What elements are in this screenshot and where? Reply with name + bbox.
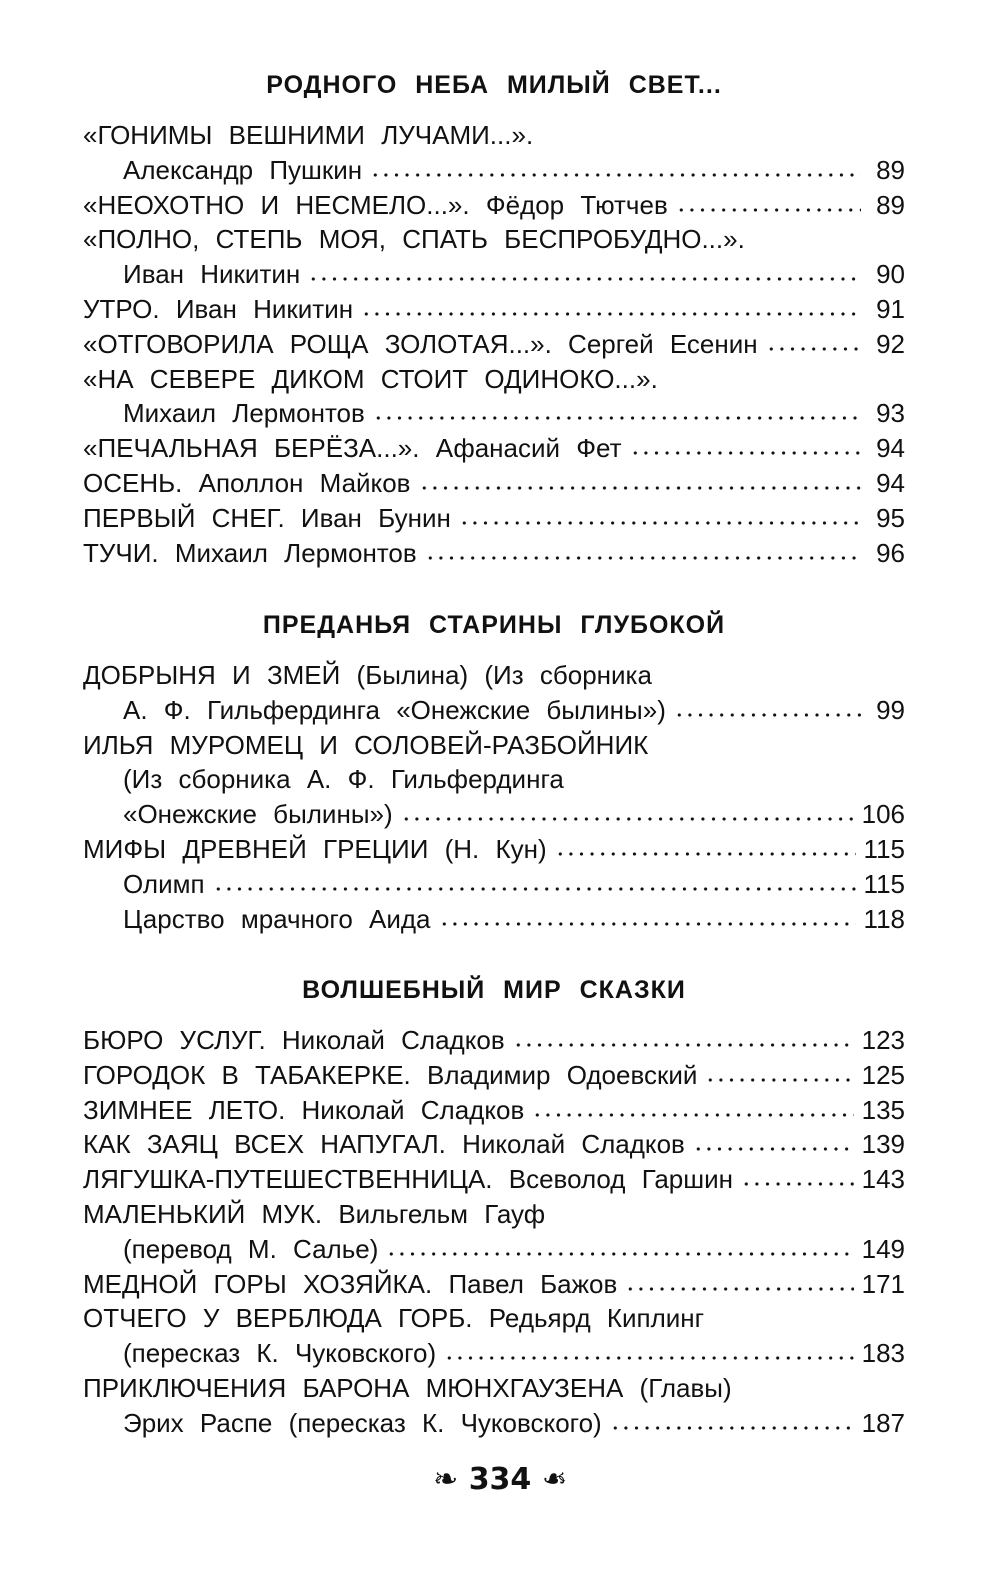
entry-page-number: 139 xyxy=(861,1129,905,1160)
entry-title: ГОРОДОК В ТАБАКЕРКЕ. Владимир Одоевский xyxy=(83,1059,698,1090)
entry-title: ЗИМНЕЕ ЛЕТО. Николай Сладков xyxy=(83,1094,525,1125)
section-1 xyxy=(83,68,905,570)
dot-leader xyxy=(625,1285,853,1293)
entry-title: ОТЧЕГО У ВЕРБЛЮДА ГОРБ. Редьярд Киплинг xyxy=(83,1303,705,1334)
entry-title: МЕДНОЙ ГОРЫ ХОЗЯЙКА. Павел Бажов xyxy=(83,1268,618,1299)
entry-page-number: 93 xyxy=(876,398,905,429)
toc-entry xyxy=(83,153,905,188)
toc-entry xyxy=(83,536,905,571)
toc-entry xyxy=(83,431,905,466)
toc-entry xyxy=(83,257,905,292)
entry-title: ПРИКЛЮЧЕНИЯ БАРОНА МЮНХГАУЗЕНА (Главы) xyxy=(83,1372,732,1403)
toc-entry-line xyxy=(83,222,905,257)
toc-entry-line xyxy=(83,118,905,153)
entry-title: Александр Пушкин xyxy=(123,154,363,185)
entry-title: «ГОНИМЫ ВЕШНИМИ ЛУЧАМИ...». xyxy=(83,120,534,150)
dot-leader xyxy=(555,850,856,858)
toc-entry-line xyxy=(83,658,905,693)
dot-leader xyxy=(705,1076,853,1084)
dot-leader xyxy=(425,554,861,562)
dot-leader xyxy=(532,1111,853,1119)
toc-entry xyxy=(83,1406,905,1441)
dot-leader xyxy=(308,275,861,283)
entry-page-number: 92 xyxy=(876,328,905,359)
entry-title: МАЛЕНЬКИЙ МУК. Вильгельм Гауф xyxy=(83,1198,546,1229)
toc-entry xyxy=(83,1162,905,1197)
toc-entry xyxy=(83,1023,905,1058)
toc-entry xyxy=(83,832,905,867)
toc-entry-line xyxy=(83,1197,905,1232)
toc-entry-line xyxy=(83,762,905,797)
entry-title: Царство мрачного Аида xyxy=(123,903,431,934)
toc-entry xyxy=(83,693,905,728)
entry-page-number: 123 xyxy=(861,1025,905,1055)
entry-page-number: 149 xyxy=(861,1233,905,1264)
toc-entry-line xyxy=(83,1371,905,1406)
section-title: РОДНОГО НЕБА МИЛЫЙ СВЕТ... xyxy=(266,71,722,99)
entry-page-number: 96 xyxy=(876,537,905,568)
section-title: ВОЛШЕБНЫЙ МИР СКАЗКИ xyxy=(302,976,686,1004)
section-2 xyxy=(83,608,905,936)
entry-title: «НА СЕВЕРЕ ДИКОМ СТОИТ ОДИНОКО...». xyxy=(83,363,658,394)
entry-title: А. Ф. Гильфердинга «Онежские былины») xyxy=(123,694,666,725)
dot-leader xyxy=(373,414,861,422)
dot-leader xyxy=(766,345,861,353)
entry-page-number: 94 xyxy=(876,433,905,464)
toc-entry xyxy=(83,867,905,902)
dot-leader xyxy=(444,1354,854,1362)
entry-page-number: 135 xyxy=(861,1094,905,1125)
dot-leader xyxy=(419,484,862,492)
dot-leader xyxy=(459,519,861,527)
entry-title: «ПОЛНО, СТЕПЬ МОЯ, СПАТЬ БЕСПРОБУДНО...». xyxy=(83,224,745,255)
dot-leader xyxy=(439,920,856,928)
toc-entry xyxy=(83,466,905,501)
entry-title: ЛЯГУШКА-ПУТЕШЕСТВЕННИЦА. Всеволод Гаршин xyxy=(83,1164,733,1195)
dot-leader xyxy=(610,1424,854,1432)
page-number: 334 xyxy=(468,1462,532,1497)
entry-page-number: 143 xyxy=(861,1164,905,1195)
entry-page-number: 91 xyxy=(876,293,905,324)
dot-leader xyxy=(401,815,854,823)
toc-entry xyxy=(83,1232,905,1267)
entry-page-number: 99 xyxy=(876,694,905,725)
entry-title: ИЛЬЯ МУРОМЕЦ И СОЛОВЕЙ-РАЗБОЙНИК xyxy=(83,729,649,760)
dot-leader xyxy=(630,449,861,457)
entry-page-number: 94 xyxy=(876,467,905,498)
entry-page-number: 115 xyxy=(863,868,905,899)
dot-leader xyxy=(370,171,861,179)
dot-leader xyxy=(361,310,861,318)
entry-page-number: 118 xyxy=(863,903,905,934)
entry-title: Эрих Распе (пересказ К. Чуковского) xyxy=(123,1407,602,1438)
entry-page-number: 125 xyxy=(861,1059,905,1090)
entry-title: «ОТГОВОРИЛА РОЩА ЗОЛОТАЯ...». Сергей Есенин xyxy=(83,328,758,359)
dot-leader xyxy=(741,1180,854,1188)
entry-title: ПЕРВЫЙ СНЕГ. Иван Бунин xyxy=(83,502,451,533)
entry-page-number: 115 xyxy=(863,833,905,864)
toc-entry xyxy=(83,1058,905,1093)
entry-title: БЮРО УСЛУГ. Николай Сладков xyxy=(83,1025,505,1055)
left-ornament-icon: ❧ xyxy=(433,1462,459,1497)
entry-page-number: 171 xyxy=(861,1268,905,1299)
toc-entry xyxy=(83,501,905,536)
entry-title: Михаил Лермонтов xyxy=(123,398,365,429)
right-ornament-icon: ❧ xyxy=(541,1462,567,1497)
entry-title: Олимп xyxy=(123,868,205,899)
page-footer xyxy=(0,1462,1000,1497)
toc-entry xyxy=(83,902,905,937)
section-3 xyxy=(83,973,905,1441)
toc-entry-line xyxy=(83,728,905,763)
entry-title: «НЕОХОТНО И НЕСМЕЛО...». Фёдор Тютчев xyxy=(83,189,668,220)
entry-page-number: 95 xyxy=(876,502,905,533)
dot-leader xyxy=(513,1041,854,1049)
entry-page-number: 89 xyxy=(876,189,905,220)
dot-leader xyxy=(674,711,861,719)
dot-leader xyxy=(693,1145,854,1153)
toc-entry xyxy=(83,1336,905,1371)
toc-entry xyxy=(83,292,905,327)
entry-title: (пересказ К. Чуковского) xyxy=(123,1338,437,1369)
entry-title: ТУЧИ. Михаил Лермонтов xyxy=(83,537,417,568)
toc-entry xyxy=(83,327,905,362)
entry-title: КАК ЗАЯЦ ВСЕХ НАПУГАЛ. Николай Сладков xyxy=(83,1129,685,1160)
entry-page-number: 183 xyxy=(861,1338,905,1369)
toc-entry xyxy=(83,396,905,431)
toc-entry-line xyxy=(83,1301,905,1336)
entry-title: «ПЕЧАЛЬНАЯ БЕРЁЗА...». Афанасий Фет xyxy=(83,433,622,464)
entry-page-number: 89 xyxy=(876,154,905,185)
entry-page-number: 187 xyxy=(861,1407,905,1438)
entry-page-number: 90 xyxy=(876,259,905,290)
dot-leader xyxy=(386,1250,853,1258)
toc-entry xyxy=(83,797,905,832)
entry-title: МИФЫ ДРЕВНЕЙ ГРЕЦИИ (Н. Кун) xyxy=(83,833,547,864)
entry-title: ОСЕНЬ. Аполлон Майков xyxy=(83,467,411,498)
toc-entry xyxy=(83,188,905,223)
entry-page-number: 106 xyxy=(861,799,905,830)
entry-title: УТРО. Иван Никитин xyxy=(83,293,354,324)
entry-title: ДОБРЫНЯ И ЗМЕЙ (Былина) (Из сборника xyxy=(83,660,652,690)
entry-title: «Онежские былины») xyxy=(123,799,393,830)
toc-entry xyxy=(83,1267,905,1302)
section-title: ПРЕДАНЬЯ СТАРИНЫ ГЛУБОКОЙ xyxy=(262,611,726,639)
dot-leader xyxy=(213,885,856,893)
entry-title: (перевод М. Салье) xyxy=(123,1233,379,1264)
dot-leader xyxy=(676,206,861,214)
toc-entry xyxy=(83,1093,905,1128)
entry-title: (Из сборника А. Ф. Гильфердинга xyxy=(123,764,564,795)
entry-title: Иван Никитин xyxy=(123,259,301,290)
toc-entry xyxy=(83,1127,905,1162)
toc-entry-line xyxy=(83,362,905,397)
